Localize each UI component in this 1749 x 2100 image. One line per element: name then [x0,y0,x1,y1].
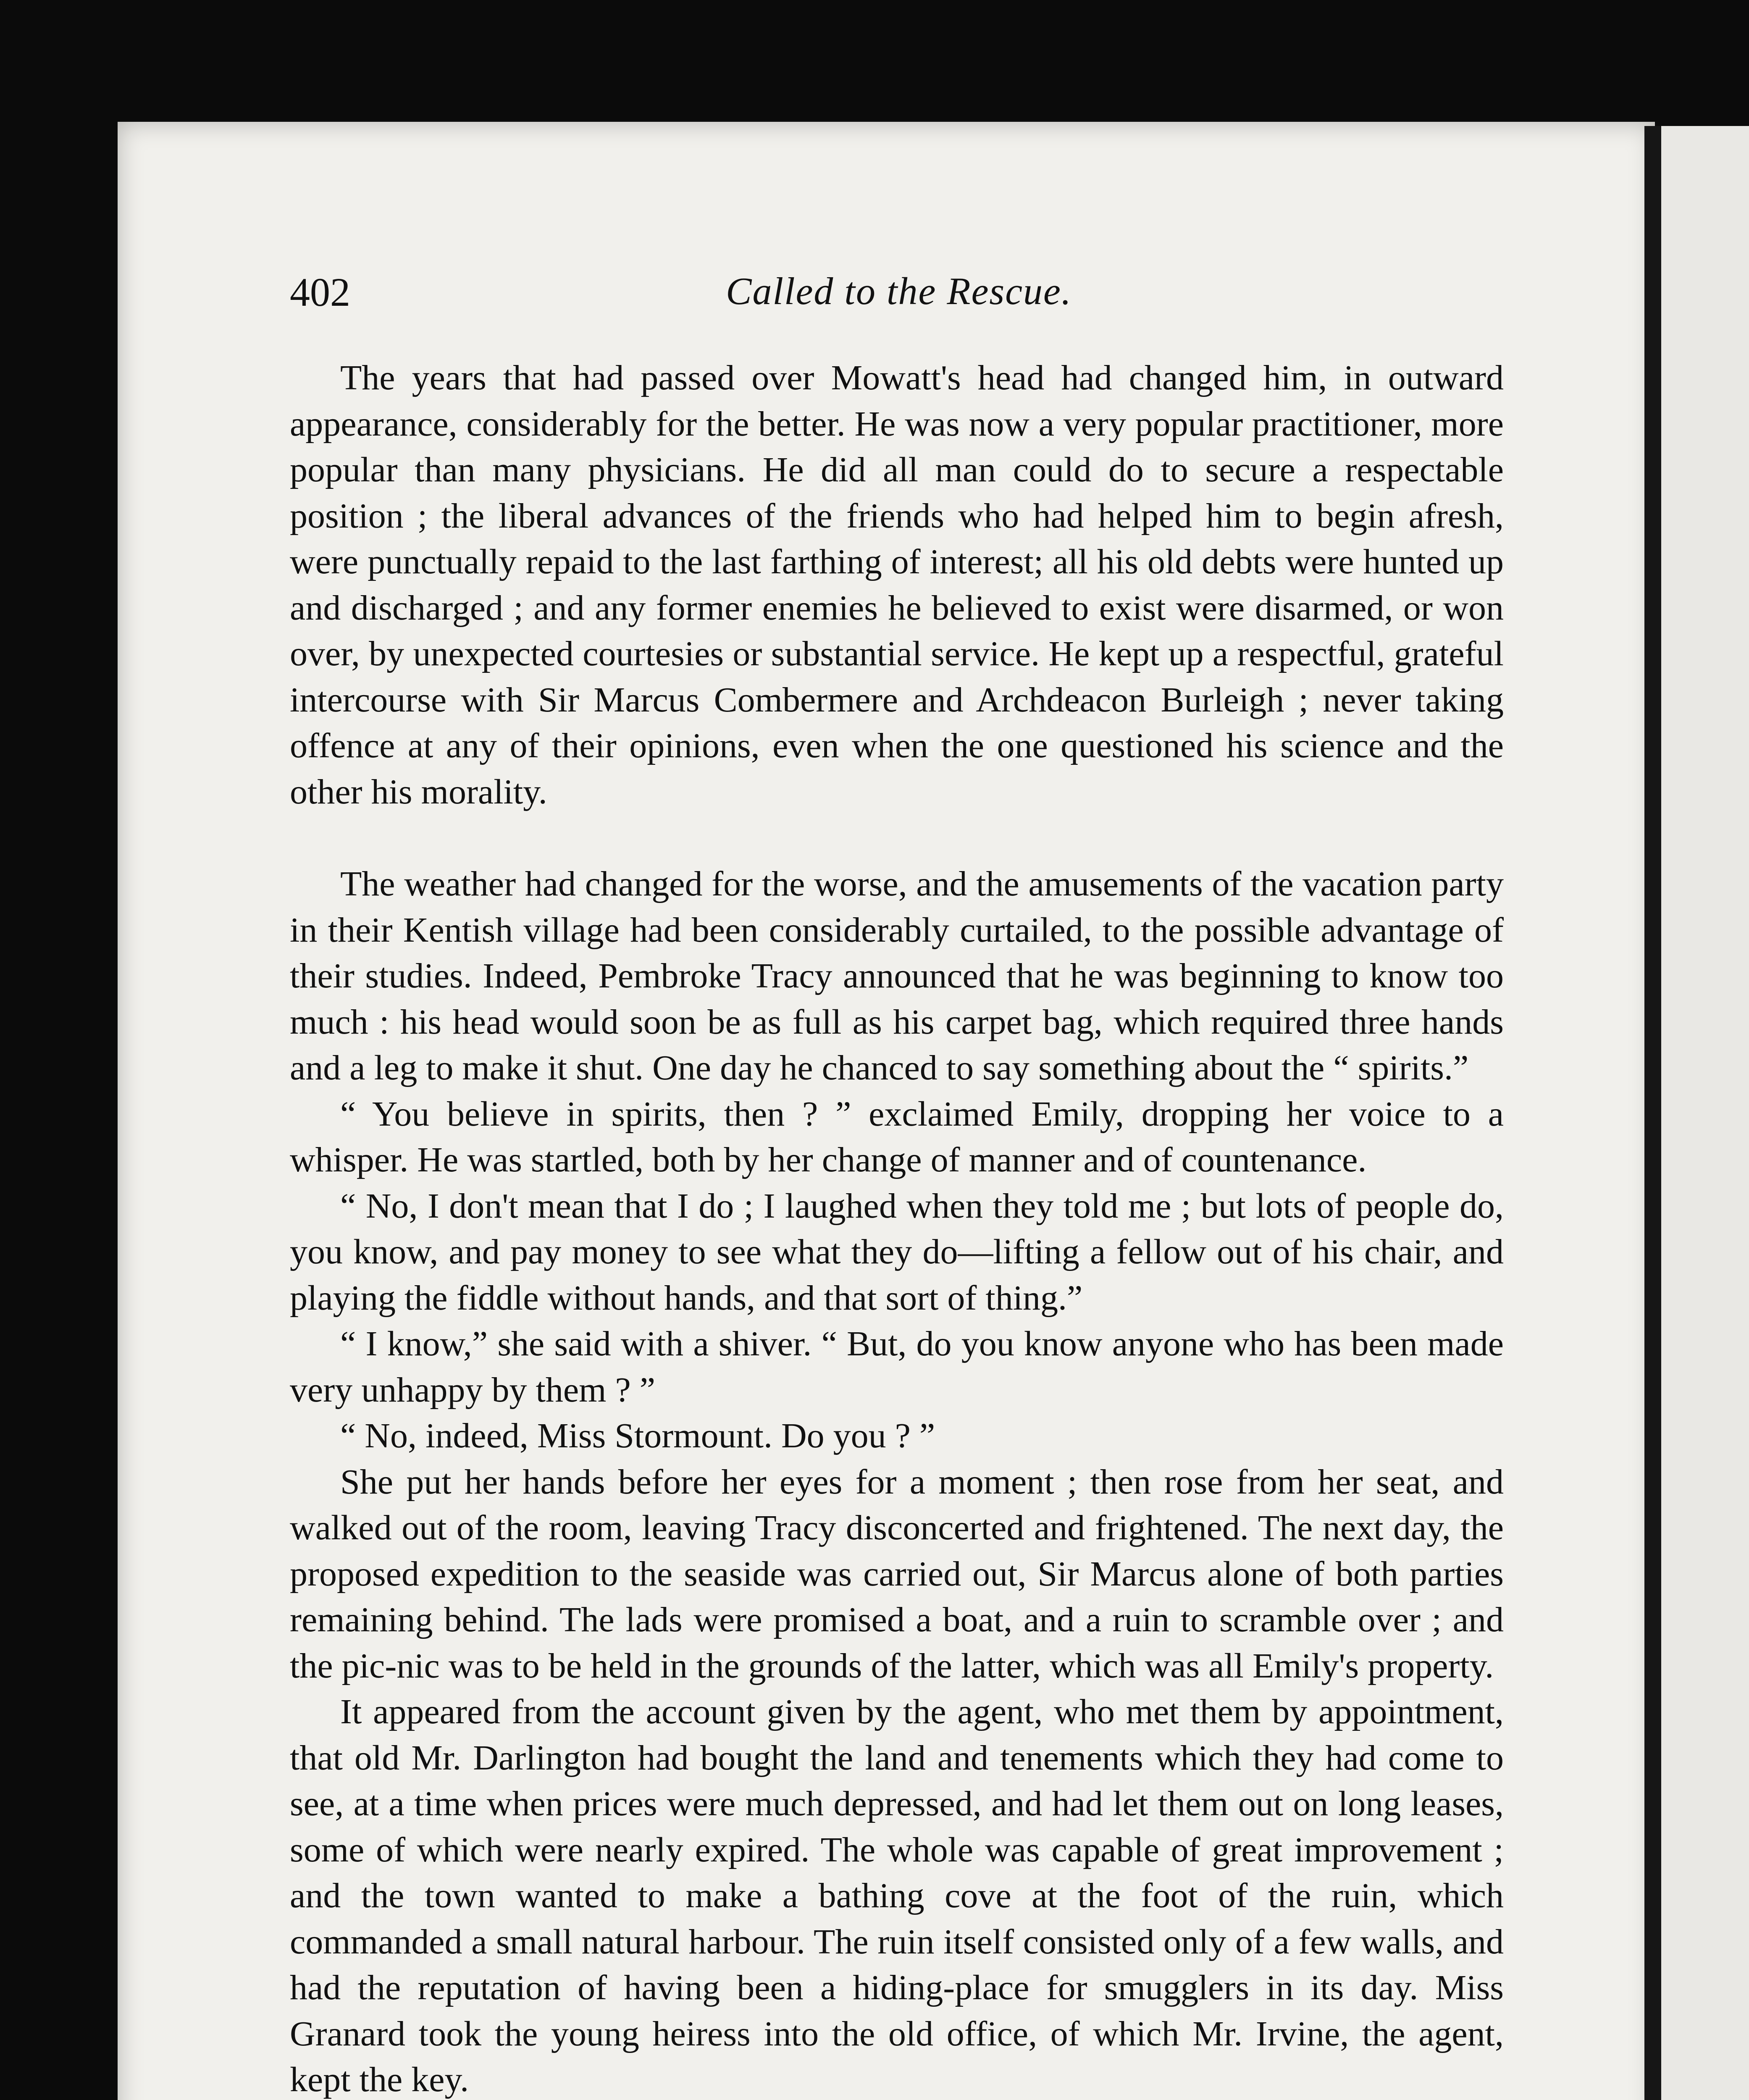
paragraph: It appeared from the account given by the agent, who met them by appointment, that old Mr. Darlington had bought the land and tenements which they had come to see, at a time when prices were much depressed, and had let them out on long leases, some of which were nearly expired. The whole was capable of great improvement ; and the town wanted to make a bathing cove at the foot of the ruin, which commanded a small natural harbour. The ruin itself consisted only of a few walls, and had the reputation of having been a hiding-place for smugglers in its day. Miss Granard took the young heiress into the old office, of which Mr. Irvine, the agent, kept the key. [290,1692,1504,2099]
running-title: Called to the Rescue. [726,270,1072,312]
next-page-edge [1661,126,1749,2100]
paragraph: “ You believe in spirits, then ? ” exclaimed Emily, dropping her voice to a whisper. He was startled, both by her change of manner and of countenance. [290,1094,1504,1179]
paragraph: “ I know,” she said with a shiver. “ But, do you know anyone who has been made very unhappy by them ? ” [290,1324,1504,1410]
paragraph: The weather had changed for the worse, and the amusements of the vacation party in their Kentish village had been considerably curtailed, to the possible advantage of their studies. Indeed, Pembroke Tracy announced that he was beginning to know too much : his head would soon be as full as his carpet bag, which required three hands and a leg to make it shut. One day he chanced to say something about the “ spirits.” [290,864,1504,1087]
paragraph: “ No, I don't mean that I do ; I laughed when they told me ; but lots of people do, you know, and pay money to see what they do—lifting a fellow out of his chair, and playing the fiddle without hands, and that sort of thing.” [290,1186,1504,1318]
page-gutter-shadow [1644,126,1661,2100]
paragraph: “ No, indeed, Miss Stormount. Do you ? ” [340,1416,935,1455]
paragraph: She put her hands before her eyes for a moment ; then rose from her seat, and walked out of the room, leaving Tracy disconcerted and frightened. The next day, the proposed expedition to the seaside was carried out, Sir Marcus alone of both parties remaining behind. The lads were promised a boat, and a ruin to scramble over ; and the pic-nic was to be held in the grounds of the latter, which was all Emily's property. [290,1462,1504,1685]
page-number: 402 [290,270,350,315]
body-text [290,355,1504,2100]
paragraph: The years that had passed over Mowatt's head had changed him, in outward appearance, considerably for the better. He was now a very popular practitioner, more popular than many physicians. He did all man could do to secure a respectable position ; the liberal advances of the friends who had helped him to begin afresh, were punctually repaid to the last farthing of interest; all his old debts were hunted up and discharged ; and any former enemies he believed to exist were disarmed, or won over, by unexpected courtesies or substantial service. He kept up a respectful, grateful intercourse with Sir Marcus Combermere and Archdeacon Burleigh ; never taking offence at any of their opinions, even when the one questioned his science and the other his morality. [290,358,1504,811]
running-head [290,269,1508,323]
